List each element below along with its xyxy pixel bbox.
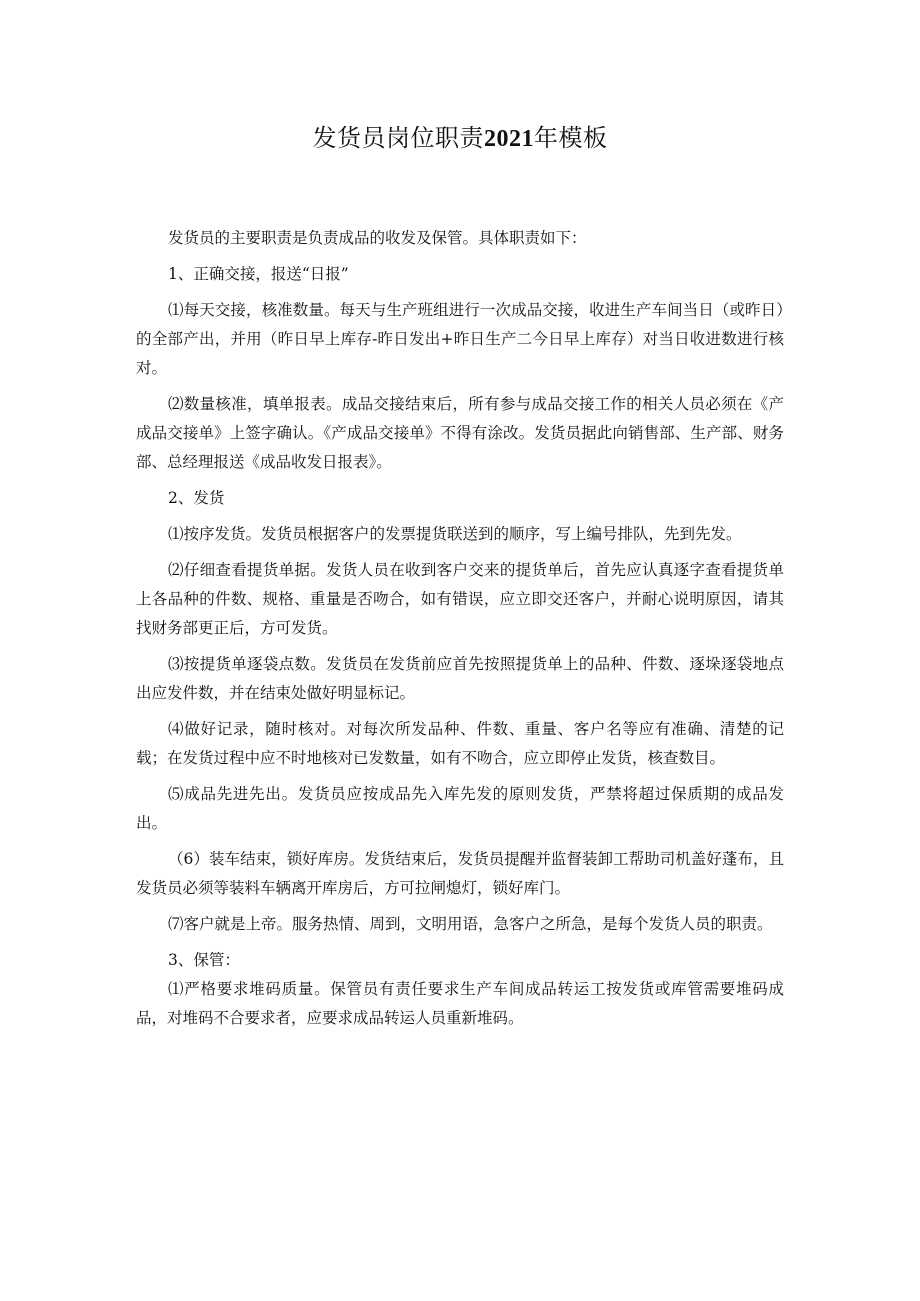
paragraph-2-1: ⑴按序发货。发货员根据客户的发票提货联送到的顺序，写上编号排队，先到先发。 <box>168 525 742 543</box>
title-suffix: 年模板 <box>534 124 608 152</box>
title-prefix: 发货员岗位职责 <box>312 124 484 152</box>
intro-paragraph: 发货员的主要职责是负责成品的收发及保管。具体职责如下： <box>168 229 587 247</box>
document-body <box>136 224 784 1040</box>
paragraph-3-1: ⑴严格要求堆码质量。保管员有责任要求生产车间成品转运工按发货或库管需要堆码成品，对堆码不合要求者，应要求成品转运人员重新堆码。 <box>136 980 784 1027</box>
paragraph-2-6: （6）装车结束，锁好库房。发货结束后，发货员提醒并监督装卸工帮助司机盖好蓬布，且发货员必须等装料车辆离开库房后，方可拉闸熄灯，锁好库门。 <box>136 850 784 897</box>
section-heading-2: 2、发货 <box>168 489 225 507</box>
section-heading-3: 3、保管： <box>168 951 240 969</box>
paragraph-2-4: ⑷做好记录，随时核对。对每次所发品种、件数、重量、客户名等应有准确、清楚的记载；在发货过程中应不时地核对已发数量，如有不吻合，应立即停止发货，核查数目。 <box>136 720 784 767</box>
section-heading-1: 1、正确交接，报送“日报” <box>168 265 349 283</box>
paragraph-2-5: ⑸成品先进先出。发货员应按成品先入库先发的原则发货，严禁将超过保质期的成品发出。 <box>136 785 784 832</box>
paragraph-2-2: ⑵仔细查看提货单据。发货人员在收到客户交来的提货单后，首先应认真逐字查看提货单上各品种的件数、规格、重量是否吻合，如有错误，应立即交还客户，并耐心说明原因，请其找财务部更正后，方可发货。 <box>136 561 784 637</box>
document-title <box>0 118 920 159</box>
paragraph-2-7: ⑺客户就是上帝。服务热情、周到，文明用语，急客户之所急，是每个发货人员的职责。 <box>168 915 773 933</box>
title-year: 2021 <box>484 126 534 152</box>
paragraph-1-1: ⑴每天交接，核准数量。每天与生产班组进行一次成品交接，收进生产车间当日（或昨日）的全部产出，并用（昨日早上库存-昨日发出+昨日生产二今日早上库存）对当日收进数进行核对。 <box>136 301 784 377</box>
paragraph-1-2: ⑵数量核准，填单报表。成品交接结束后，所有参与成品交接工作的相关人员必须在《产成品交接单》上签字确认。《产成品交接单》不得有涂改。发货员据此向销售部、生产部、财务部、总经理报送《成品收发日报表》。 <box>136 395 784 471</box>
paragraph-2-3: ⑶按提货单逐袋点数。发货员在发货前应首先按照提货单上的品种、件数、逐垛逐袋地点出应发件数，并在结束处做好明显标记。 <box>136 655 784 702</box>
